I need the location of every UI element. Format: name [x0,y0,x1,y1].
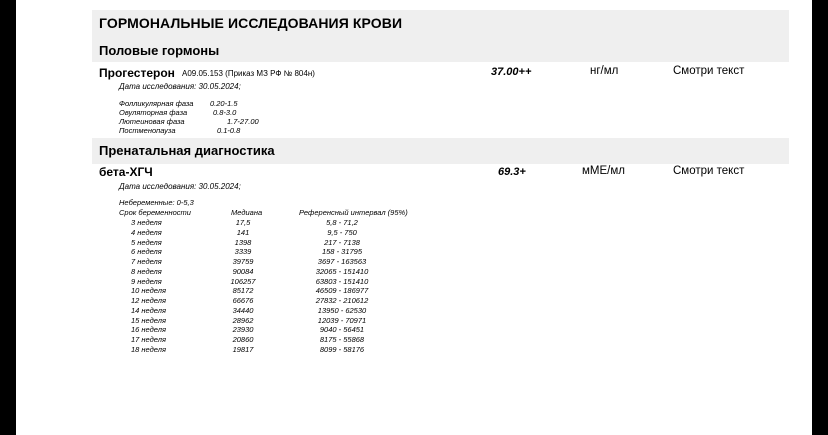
table-cell-interval: 9,5 - 750 [327,227,357,237]
table-cell-interval: 217 - 7138 [324,237,360,247]
phase-label: Фолликулярная фаза [119,99,194,108]
table-cell-interval: 13950 - 62530 [317,305,367,315]
table-cell-term: 12 неделя [131,296,166,305]
test-reference-hcg: Смотри текст [673,165,745,177]
table-cell-term: 9 неделя [131,276,162,286]
table-cell-median: 28962 [232,315,254,325]
table-cell-interval: 5,8 - 71,2 [326,218,358,227]
phase-range: 0.8-3.0 [213,108,237,117]
test-reference-progesterone: Смотри текст [673,65,745,77]
test-date-hcg: Дата исследования: 30.05.2024; [119,182,241,191]
table-cell-median: 3339 [234,247,252,257]
table-cell-median: 23930 [232,325,254,335]
report-page [16,0,812,435]
test-code-progesterone: A09.05.153 (Приказ МЗ РФ № 804н) [182,69,315,78]
table-cell-median: 20860 [232,335,254,344]
report-title: ГОРМОНАЛЬНЫЕ ИССЛЕДОВАНИЯ КРОВИ [99,15,403,31]
table-cell-median: 19817 [232,344,254,354]
table-cell-median: 90084 [232,266,254,276]
table-cell-interval: 27832 - 210612 [315,296,369,305]
table-cell-term: 16 неделя [131,325,166,335]
table-cell-term: 14 неделя [131,305,166,315]
test-name-hcg: бета-ХГЧ [99,165,153,179]
table-cell-interval: 8175 - 55868 [319,335,365,344]
table-cell-term: 10 неделя [131,286,166,296]
table-cell-median: 141 [236,227,250,237]
phase-range: 1.7-27.00 [227,117,259,126]
non-pregnant-range: Небеременные: 0-5,3 [119,198,194,207]
table-cell-interval: 9040 - 56451 [319,325,365,335]
table-cell-term: 18 неделя [131,344,166,354]
table-cell-median: 34440 [232,305,254,315]
table-cell-interval: 12039 - 70971 [317,315,367,325]
table-cell-term: 5 неделя [131,237,162,247]
table-cell-interval: 158 - 31795 [321,247,363,257]
table-cell-median: 85172 [232,286,254,296]
table-cell-median: 66676 [232,296,254,305]
table-cell-term: 17 неделя [131,335,166,344]
table-cell-median: 106257 [230,276,256,286]
table-cell-term: 4 неделя [131,227,162,237]
phase-label: Постменопауза [119,126,176,135]
phase-range: 0.20-1.5 [210,99,238,108]
table-cell-median: 17,5 [235,218,251,227]
table-header-median: Медиана [231,208,263,217]
table-cell-interval: 46509 - 186977 [315,286,369,296]
test-name-progesterone: Прогестерон [99,66,175,80]
table-cell-interval: 8099 - 58176 [319,344,365,354]
test-value-progesterone: 37.00++ [491,66,532,78]
table-cell-term: 7 неделя [131,257,162,266]
table-header-term: Срок беременности [119,208,191,217]
phase-label: Овуляторная фаза [119,108,188,117]
phase-range: 0.1-0.8 [217,126,241,135]
table-cell-term: 8 неделя [131,266,162,276]
table-cell-interval: 32065 - 151410 [315,266,369,276]
test-date-progesterone: Дата исследования: 30.05.2024; [119,82,241,91]
table-header-interval: Референсный интервал (95%) [299,208,408,217]
section-title-sex-hormones: Половые гормоны [99,43,220,58]
test-unit-progesterone: нг/мл [590,65,619,77]
table-cell-term: 15 неделя [131,315,166,325]
test-unit-hcg: мМЕ/мл [582,165,625,177]
table-cell-term: 3 неделя [131,218,162,227]
table-cell-interval: 63803 - 151410 [315,276,369,286]
table-cell-median: 39759 [232,257,254,266]
section-title-prenatal: Пренатальная диагностика [99,143,275,158]
phase-label: Лютеиновая фаза [119,117,185,126]
table-cell-median: 1398 [234,237,252,247]
table-cell-term: 6 неделя [131,247,162,257]
table-cell-interval: 3697 - 163563 [317,257,367,266]
test-value-hcg: 69.3+ [498,166,526,178]
